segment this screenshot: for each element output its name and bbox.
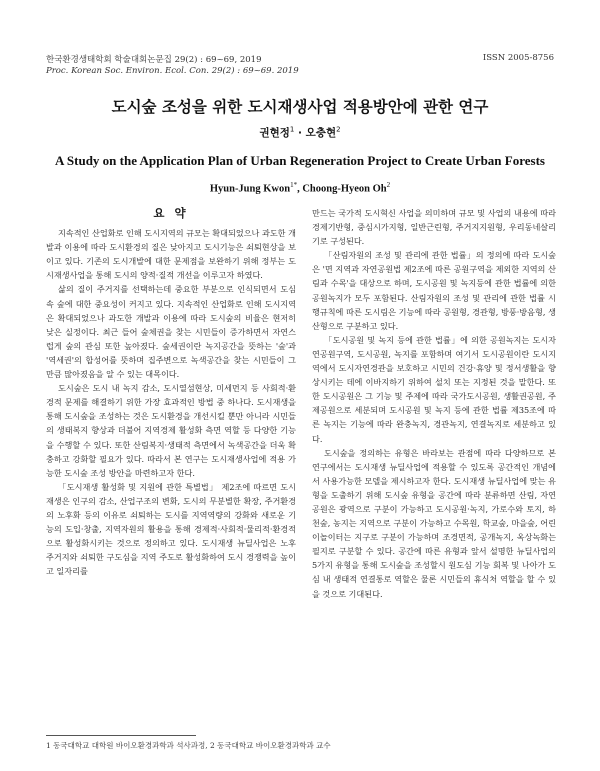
author-1-en-affil: 1* bbox=[290, 181, 298, 189]
journal-header-kr bbox=[46, 53, 554, 65]
authors-kr bbox=[0, 125, 600, 140]
author-2-en-affil: 2 bbox=[386, 181, 391, 189]
abstract-heading: 요 약 bbox=[153, 206, 189, 220]
author-1-kr: 권현정 bbox=[259, 127, 290, 139]
abstract-paragraph: 도시숲은 도시 내 녹지 감소, 도시열섬현상, 미세먼지 등 사회적·환경적 문제를 해결하기 위한 가장 효과적인 방법 중 하나다. 도시재생을 통해 도시숲을 조성하는 것은 도시환경을 개선시킬 뿐만 아니라 시민들의 생태복지 향상과 더불어 지역경제 활성화 측면 역할 등 다양한 기능을 수행할 수 있다. 또한 산림복지·생태적 측면에서 녹색공간을 더욱 확충하고 강화할 필요가 있다. 따라서 본 연구는 도시재생사업에 적용 가능한 도시숲 조성 방안을 마련하고자 한다. bbox=[46, 383, 296, 478]
author-2-kr: 오충현 bbox=[305, 127, 337, 139]
footnote-divider bbox=[46, 735, 196, 736]
author-separator-kr: · bbox=[294, 127, 306, 139]
author-2-en: Choong-Hyeon Oh bbox=[302, 183, 387, 195]
author-2-kr-affil: 2 bbox=[336, 125, 341, 134]
right-column bbox=[312, 206, 556, 601]
author-1-en: Hyun-Jung Kwon bbox=[209, 183, 291, 195]
paper-title-kr: 도시숲 조성을 위한 도시재생사업 적용방안에 관한 연구 bbox=[111, 98, 489, 116]
abstract-paragraph: 「산림자원의 조성 및 관리에 관한 법률」의 정의에 따라 도시숲은 '면 지역과 자연공원법 제2조에 따른 공원구역을 제외한 지역의 산림과 수목'을 대상으로 하며, 도시공원 및 녹지등에 관한 법률에 의한 공원녹지가 모두 포함된다. 산림자원의 조성 및 관리에 관한 법률 시행규칙에 따른 도시림은 기능에 따라 공원형, 경관형, 방풍·방음형, 생산형으로 구분하고 있다. bbox=[312, 250, 556, 331]
author-separator-en: , bbox=[297, 183, 303, 195]
issn: ISSN 2005-8756 bbox=[482, 53, 554, 63]
abstract-paragraph: 만드는 국가적 도시혁신 사업을 의미하며 규모 및 사업의 내용에 따라 경제기반형, 중심시가지형, 일반근린형, 주거지지원형, 우리동네살리기로 구성된다. bbox=[312, 208, 556, 247]
abstract-paragraph: 삶의 질이 주거지를 선택하는데 중요한 부분으로 인식되면서 도심 속 숲에 대한 중요성이 커지고 있다. 지속적인 산업화로 인해 도시지역은 확대되었으나 과도한 개발과 이용에 따라 도시숲의 비율은 현저히 낮은 실정이다. 최근 들어 숲체권을 찾는 시민들이 증가하면서 자연스럽게 숲의 관심 또한 높아졌다. 숲세권이란 녹지공간을 뜻하는 '숲'과 '역세권'의 합성어를 뜻하며 집주변으로 녹색공간을 찾는 시민들이 그만큼 많아졌음을 알 수 있는 대목이다. bbox=[46, 284, 296, 380]
abstract-paragraph: 「도시공원 및 녹지 등에 관한 법률」에 의한 공원녹지는 도시자연공원구역, 도시공원, 녹지를 포함하며 여기서 도시공원이란 도시지역에서 도시자연경관을 보호하고 시민의 건강·휴양 및 정서생활을 향상시키는 데에 이바지하기 위하여 설치 또는 지정된 것을 말한다. 또한 도시공원은 그 기능 및 주제에 따라 국가도시공원, 생활권공원, 주제공원으로 세분되며 도시공원 및 녹지 등에 관한 법률 제35조에 따른 녹지는 기능에 따라 완충녹지, 경관녹지, 연결녹지로 세분하고 있다. bbox=[312, 334, 556, 444]
authors-en bbox=[0, 181, 600, 195]
abstract-paragraph: 지속적인 산업화로 인해 도시지역의 규모는 확대되었으나 과도한 개발과 이용에 따라 도시환경의 질은 낮아지고 도시기능은 쇠퇴현상을 보이고 있다. 기존의 도시개발에 대한 문제점을 보완하기 위해 정부는 도시재생사업을 통해 도시의 양적·질적 개선을 이루고자 하였다. bbox=[46, 228, 296, 281]
journal-citation-en: Proc. Korean Soc. Environ. Ecol. Con. 29(2) : 69~69. 2019 bbox=[46, 66, 299, 76]
abstract-paragraph: 「도시재생 활성화 및 지원에 관한 특별법」 제2조에 따르면 도시재생은 인구의 감소, 산업구조의 변화, 도시의 무분별한 확장, 주거환경의 노후화 등의 이유로 쇠퇴하는 도시를 지역역량의 강화와 새로운 기능의 도입·창출, 지역자원의 활용을 통해 경제적·사회적·물리적·환경적으로 활성화시키는 것으로 정의하고 있다. 도시재생 뉴딜사업은 노후 주거지와 쇠퇴한 구도심을 지역 주도로 활성화하여 도시 경쟁력을 높이고 일자리를 bbox=[46, 481, 296, 577]
abstract-paragraph: 도시숲을 정의하는 유형은 바라보는 관점에 따라 다양하므로 본 연구에서는 도시재생 뉴딜사업에 적용할 수 있도록 공간적인 개념에서 사용가능한 모델을 제시하고자 한다. 도시재생 뉴딜사업에 맞는 유형을 도출하기 위해 도시숲 유형을 공간에 따라 분류하면 산림, 자연공원은 광역으로 구분이 가능하고 도시공원·녹지, 가로수와 토지, 하천숲, 농지는 지역으로 구분이 가능하고 수목원, 학교숲, 마을숲, 어린이놀이터는 지구로 구분이 가능하며 조경면적, 공개녹지, 옥상녹화는 필지로 구분할 수 있다. 공간에 따른 유형과 앞서 설명한 뉴딜사업의 5가지 유형을 통해 도시숲을 조성할시 원도심 기능 회복 및 나아가 도심 내 생태적 연결통로 역할은 물론 시민들의 휴식처 역할을 할 수 있을 것으로 기대된다. bbox=[312, 447, 556, 599]
journal-header-en bbox=[46, 66, 554, 76]
left-column bbox=[46, 206, 296, 578]
journal-citation-kr: 한국환경생태학회 학술대회논문집 29(2) : 69~69, 2019 bbox=[46, 55, 262, 65]
author-1-kr-affil: 1 bbox=[289, 125, 295, 134]
affiliation-footnote: 1 동국대학교 대학원 바이오환경과학과 석사과정, 2 동국대학교 바이오환경과학과 교수 bbox=[46, 741, 331, 750]
paper-title-en: A Study on the Application Plan of Urban Regeneration Project to Create Urban Forests bbox=[54, 153, 545, 168]
